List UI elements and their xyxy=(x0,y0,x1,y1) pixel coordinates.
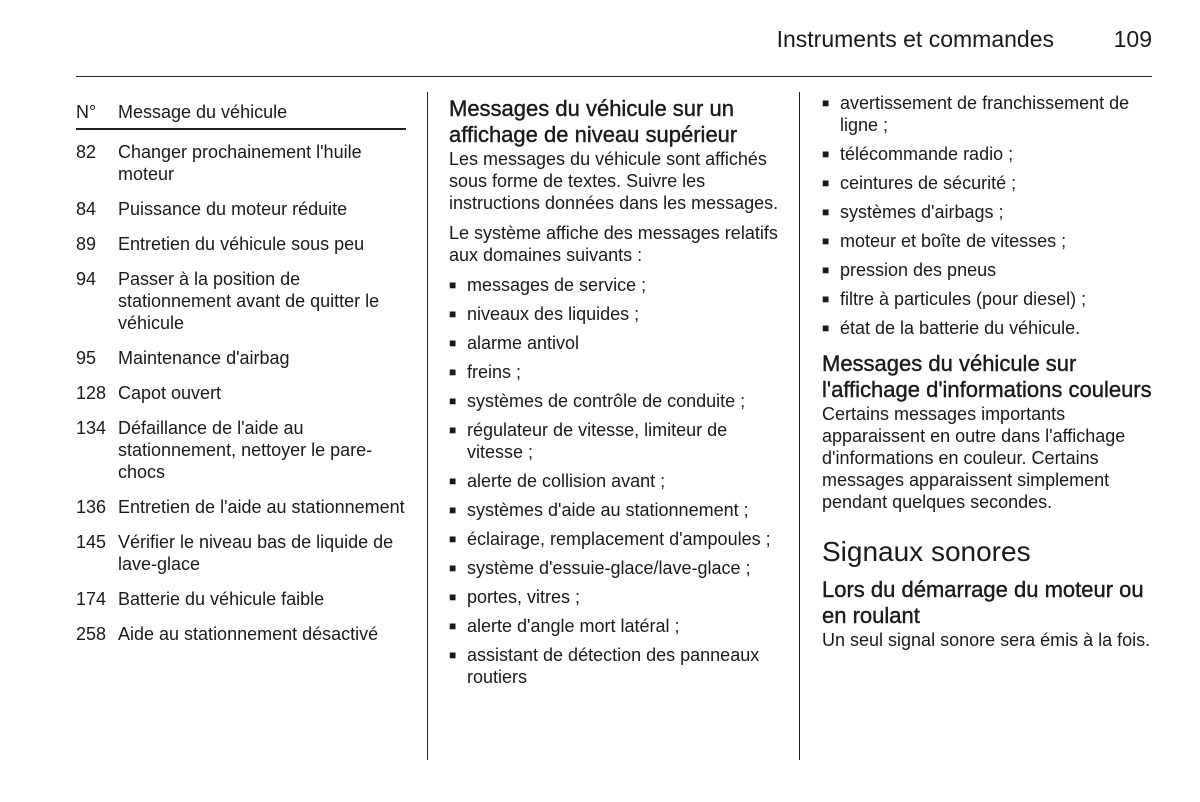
list-item xyxy=(449,644,779,688)
bullet-icon: ■ xyxy=(822,263,830,277)
header-title: Instruments et commandes xyxy=(776,26,1054,52)
page-number: 109 xyxy=(1113,26,1152,52)
list-item-text: système d'essuie-glace/lave-glace ; xyxy=(467,558,751,578)
right-para-2: Un seul signal sonore sera émis à la fois. xyxy=(822,630,1151,650)
bullet-icon: ■ xyxy=(822,321,830,335)
bullet-icon: ■ xyxy=(449,590,457,604)
list-item xyxy=(449,274,779,296)
list-item-text: alerte d'angle mort latéral ; xyxy=(467,616,680,636)
list-item-text: messages de service ; xyxy=(467,275,647,295)
middle-domain-list xyxy=(449,274,779,688)
row-number: 258 xyxy=(76,624,107,644)
list-item xyxy=(822,230,1152,252)
list-item-text: ceintures de sécurité ; xyxy=(840,173,1017,193)
list-item-text: alerte de collision avant ; xyxy=(467,471,666,491)
row-message: Maintenance d'airbag xyxy=(118,348,290,368)
list-item-text: état de la batterie du véhicule. xyxy=(840,318,1081,338)
bullet-icon: ■ xyxy=(822,292,830,306)
list-item-text: assistant de détection des panneaux routiers xyxy=(467,645,760,687)
bullet-icon: ■ xyxy=(449,394,457,408)
bullet-icon: ■ xyxy=(449,307,457,321)
list-item xyxy=(449,528,779,550)
bullet-icon: ■ xyxy=(449,503,457,517)
list-item-text: filtre à particules (pour diesel) ; xyxy=(840,289,1087,309)
row-number: 136 xyxy=(76,497,107,517)
row-number: 145 xyxy=(76,532,107,552)
right-heading-1: Messages du véhicule sur l'affichage d'informations couleurs xyxy=(822,351,1152,402)
list-item xyxy=(449,470,779,492)
list-item-text: pression des pneus xyxy=(840,260,997,280)
list-item-text: avertissement de franchissement de ligne ; xyxy=(840,93,1130,135)
right-column xyxy=(822,92,1152,659)
row-message: Défaillance de l'aide au stationnement, nettoyer le pare-chocs xyxy=(118,418,373,482)
middle-para-2: Le système affiche des messages relatifs aux domaines suivants : xyxy=(449,223,778,265)
list-item xyxy=(449,499,779,521)
table-header xyxy=(76,92,406,130)
list-item xyxy=(449,390,779,412)
list-item-text: télécommande radio ; xyxy=(840,144,1014,164)
table-row xyxy=(76,141,406,185)
middle-para-1: Les messages du véhicule sont affichés sous forme de textes. Suivre les instructions données dans les messages. xyxy=(449,149,779,213)
row-message: Batterie du véhicule faible xyxy=(118,589,325,609)
bullet-icon: ■ xyxy=(449,365,457,379)
table-row xyxy=(76,623,406,645)
row-message: Entretien du véhicule sous peu xyxy=(118,234,365,254)
table-row xyxy=(76,198,406,220)
bullet-icon: ■ xyxy=(822,205,830,219)
list-item xyxy=(822,143,1152,165)
list-item xyxy=(822,288,1152,310)
table-row xyxy=(76,268,406,334)
list-item xyxy=(822,259,1152,281)
middle-column xyxy=(449,92,779,695)
row-message: Capot ouvert xyxy=(118,383,222,403)
list-item xyxy=(449,332,779,354)
table-row xyxy=(76,417,406,483)
list-item xyxy=(822,317,1152,339)
middle-heading: Messages du véhicule sur un affichage de niveau supérieur xyxy=(449,96,738,147)
row-message: Vérifier le niveau bas de liquide de lave-glace xyxy=(118,532,394,574)
bullet-icon: ■ xyxy=(822,147,830,161)
row-message: Aide au stationnement désactivé xyxy=(118,624,379,644)
table-body xyxy=(76,141,406,645)
list-item xyxy=(449,557,779,579)
row-message: Changer prochainement l'huile moteur xyxy=(118,142,362,184)
list-item xyxy=(449,303,779,325)
bullet-icon: ■ xyxy=(822,234,830,248)
message-table xyxy=(76,92,406,658)
row-message: Puissance du moteur réduite xyxy=(118,199,348,219)
table-row xyxy=(76,531,406,575)
row-number: 128 xyxy=(76,383,107,403)
list-item-text: moteur et boîte de vitesses ; xyxy=(840,231,1067,251)
header-rule xyxy=(76,76,1152,77)
row-message: Passer à la position de stationnement avant de quitter le véhicule xyxy=(118,269,380,333)
list-item xyxy=(822,172,1152,194)
section-title: Signaux sonores xyxy=(822,536,1031,567)
list-item-text: portes, vitres ; xyxy=(467,587,581,607)
list-item-text: éclairage, remplacement d'ampoules ; xyxy=(467,529,771,549)
bullet-icon: ■ xyxy=(822,176,830,190)
list-item-text: alarme antivol xyxy=(467,333,580,353)
bullet-icon: ■ xyxy=(449,278,457,292)
list-item xyxy=(449,586,779,608)
bullet-icon: ■ xyxy=(449,619,457,633)
row-number: 174 xyxy=(76,589,107,609)
list-item-text: systèmes d'airbags ; xyxy=(840,202,1004,222)
row-number: 95 xyxy=(76,348,97,368)
list-item-text: niveaux des liquides ; xyxy=(467,304,640,324)
row-message: Entretien de l'aide au stationnement xyxy=(118,497,405,517)
bullet-icon: ■ xyxy=(449,474,457,488)
row-number: 134 xyxy=(76,418,107,438)
row-number: 82 xyxy=(76,142,97,162)
list-item-text: systèmes d'aide au stationnement ; xyxy=(467,500,749,520)
table-header-num: N° xyxy=(76,102,97,122)
table-header-message: Message du véhicule xyxy=(118,102,288,122)
list-item xyxy=(822,201,1152,223)
list-item-text: régulateur de vitesse, limiteur de vitesse ; xyxy=(467,420,728,462)
right-domain-list xyxy=(822,92,1152,339)
table-row xyxy=(76,382,406,404)
column-divider-1 xyxy=(427,92,428,760)
table-row xyxy=(76,588,406,610)
row-number: 89 xyxy=(76,234,97,254)
list-item-text: freins ; xyxy=(467,362,522,382)
list-item xyxy=(449,361,779,383)
list-item xyxy=(449,419,779,463)
bullet-icon: ■ xyxy=(822,96,830,110)
row-number: 84 xyxy=(76,199,97,219)
list-item xyxy=(449,615,779,637)
table-row xyxy=(76,347,406,369)
table-row xyxy=(76,496,406,518)
right-para-1: Certains messages importants apparaissent en outre dans l'affichage d'informations en couleur. Certains messages apparaissent simplement pendant quelques secondes. xyxy=(822,404,1126,512)
bullet-icon: ■ xyxy=(449,336,457,350)
bullet-icon: ■ xyxy=(449,532,457,546)
bullet-icon: ■ xyxy=(449,648,457,662)
bullet-icon: ■ xyxy=(449,561,457,575)
table-row xyxy=(76,233,406,255)
bullet-icon: ■ xyxy=(449,423,457,437)
list-item-text: systèmes de contrôle de conduite ; xyxy=(467,391,746,411)
right-heading-2: Lors du démarrage du moteur ou en roulant xyxy=(822,577,1144,628)
column-divider-2 xyxy=(799,92,800,760)
list-item xyxy=(822,92,1152,136)
row-number: 94 xyxy=(76,269,97,289)
